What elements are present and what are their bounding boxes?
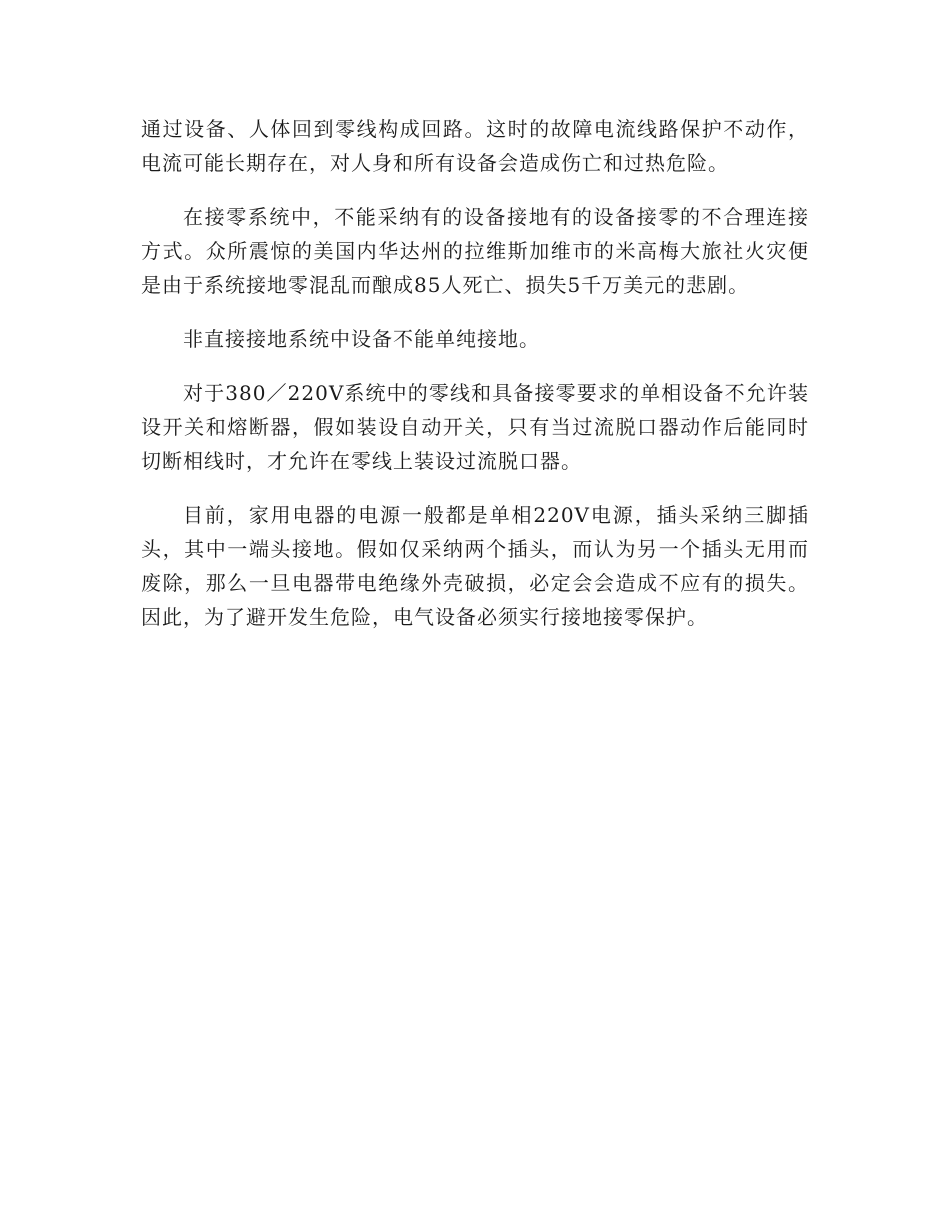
paragraph-4: 对于380／220V系统中的零线和具备接零要求的单相设备不允许装设开关和熔断器，假如装设自动开关，只有当过流脱口器动作后能同时切断相线时，才允许在零线上装设过流脱口器。 <box>141 381 809 473</box>
paragraph-1: 通过设备、人体回到零线构成回路。这时的故障电流线路保护不动作，电流可能长期存在，对人身和所有设备会造成伤亡和过热危险。 <box>141 117 809 175</box>
paragraph-5: 目前，家用电器的电源一般都是单相220V电源，插头采纳三脚插头，其中一端头接地。假如仅采纳两个插头，而认为另一个插头无用而废除，那么一旦电器带电绝缘外壳破损，必定会会造成不应有的损失。因此，为了避开发生危险，电气设备必须实行接地接零保护。 <box>141 503 809 629</box>
document-body <box>141 112 809 654</box>
paragraph-2: 在接零系统中，不能采纳有的设备接地有的设备接零的不合理连接方式。众所震惊的美国内华达州的拉维斯加维市的米高梅大旅社火灾便是由于系统接地零混乱而酿成85人死亡、损失5千万美元的悲剧。 <box>141 205 809 297</box>
paragraph-3: 非直接接地系统中设备不能单纯接地。 <box>183 327 540 351</box>
